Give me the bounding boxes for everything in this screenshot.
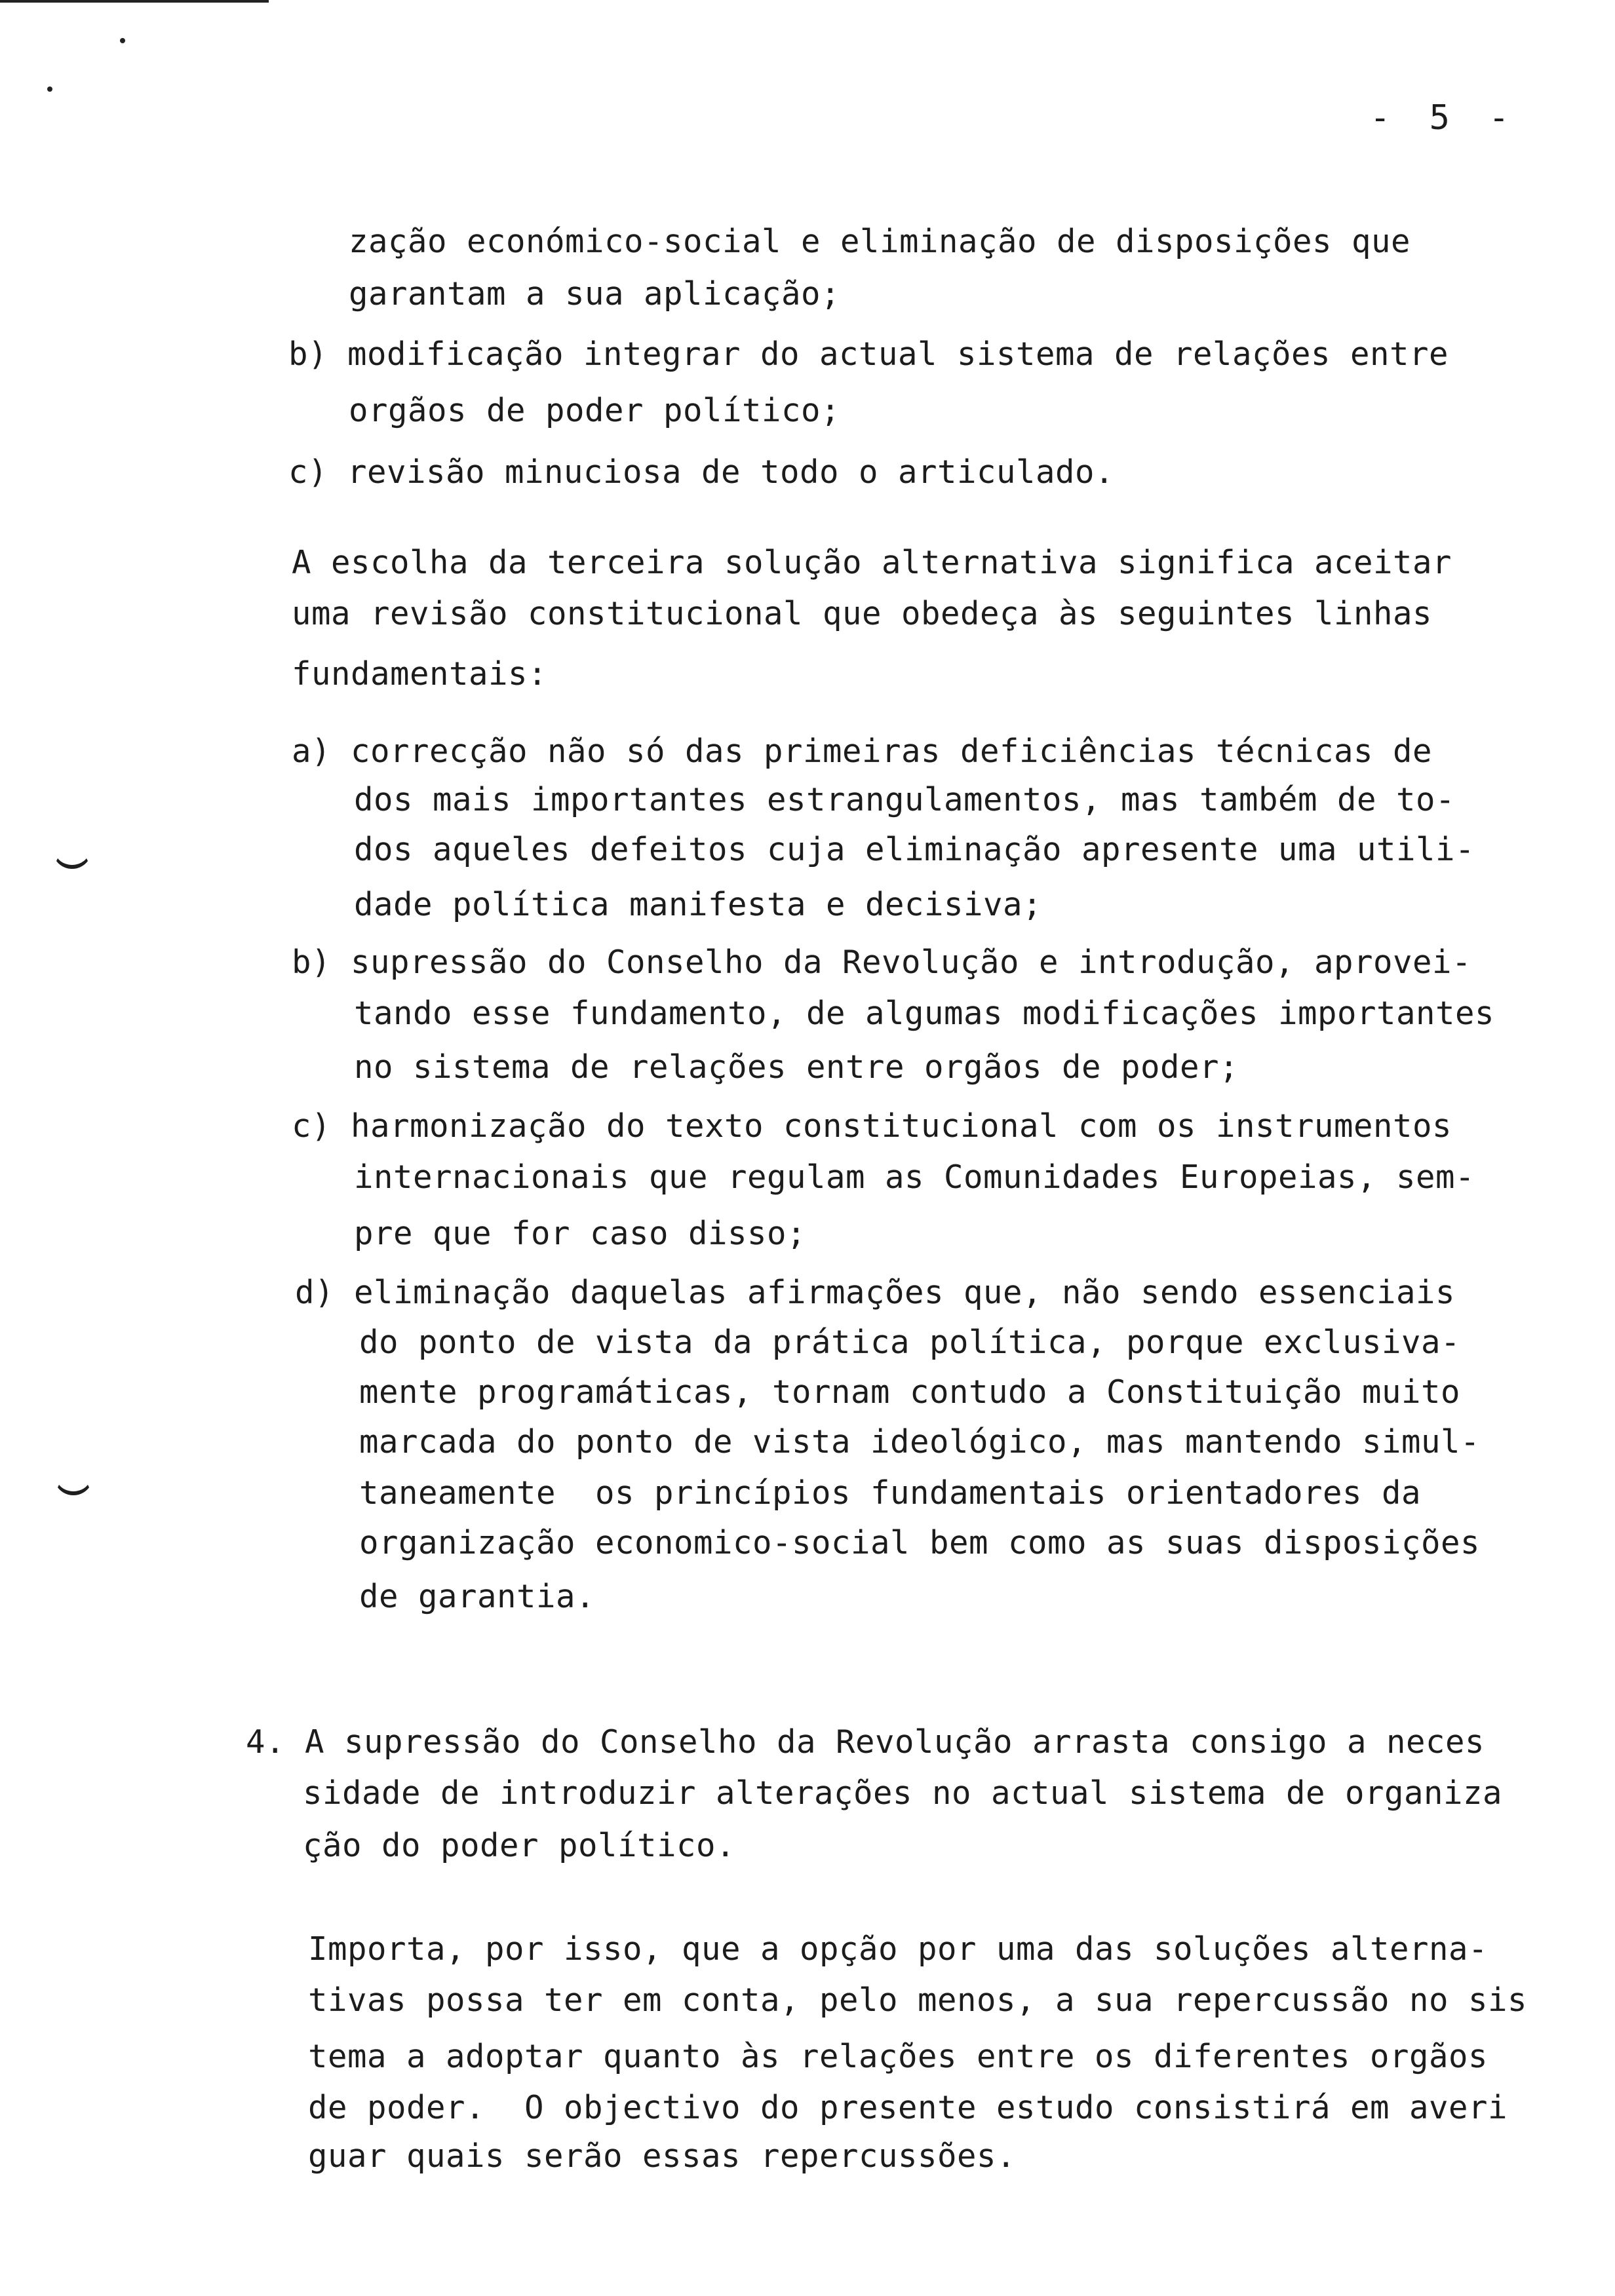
punch-hole-mark — [54, 1474, 93, 1495]
text-line: dade política manifesta e decisiva; — [354, 886, 1043, 923]
text-line: sidade de introduzir alterações no actual sistema de organiza — [303, 1774, 1503, 1812]
punch-hole-mark — [52, 848, 92, 869]
text-line: internacionais que regulam as Comunidades Europeias, sem- — [354, 1158, 1475, 1196]
paragraph-line: guar quais serão essas repercussões. — [308, 2137, 1017, 2175]
paragraph-line: Importa, por isso, que a opção por uma das soluções alterna- — [308, 1930, 1489, 1968]
paragraph-line: tivas possa ter em conta, pelo menos, a sua repercussão no sis — [308, 1981, 1528, 2019]
text-line: orgãos de poder político; — [349, 392, 841, 429]
text-line: organização economico-social bem como as suas disposições — [359, 1524, 1481, 1561]
list-item-c: c) revisão minuciosa de todo o articulado. — [288, 453, 1115, 491]
text-line: dos aqueles defeitos cuja eliminação apresente uma utili- — [354, 831, 1475, 868]
list-item-b: b) modificação integrar do actual sistema de relações entre — [288, 335, 1449, 373]
text-line: dos mais importantes estrangulamentos, mas também de to- — [354, 781, 1456, 818]
text-line: do ponto de vista da prática política, porque exclusiva- — [359, 1324, 1461, 1361]
list-item-c: c) harmonização do texto constitucional com os instrumentos — [292, 1107, 1452, 1145]
text-line: garantam a sua aplicação; — [349, 275, 841, 313]
paragraph-line: A escolha da terceira solução alternativa significa aceitar — [292, 544, 1452, 581]
paragraph-line: fundamentais: — [292, 655, 548, 693]
speck-mark — [47, 86, 52, 92]
list-item-d: d) eliminação daquelas afirmações que, não sendo essenciais — [295, 1274, 1456, 1311]
page-number: - 5 - — [1370, 98, 1519, 138]
paragraph-line: de poder. O objectivo do presente estudo consistirá em averi — [308, 2089, 1508, 2126]
text-line: zação económico-social e eliminação de disposições que — [349, 223, 1411, 260]
text-line: no sistema de relações entre orgãos de poder; — [354, 1048, 1239, 1086]
section-4-heading: 4. A supressão do Conselho da Revolução arrasta consigo a neces — [246, 1723, 1485, 1761]
paragraph-line: tema a adoptar quanto às relações entre os diferentes orgãos — [308, 2038, 1489, 2075]
top-edge-rule — [0, 0, 269, 3]
text-line: de garantia. — [359, 1578, 596, 1615]
text-line: pre que for caso disso; — [354, 1215, 807, 1252]
text-line: tando esse fundamento, de algumas modificações importantes — [354, 995, 1495, 1032]
text-line: mente programáticas, tornam contudo a Constituição muito — [359, 1373, 1461, 1411]
list-item-b: b) supressão do Conselho da Revolução e introdução, aprovei- — [292, 944, 1472, 981]
speck-mark — [120, 38, 125, 43]
text-line: marcada do ponto de vista ideológico, mas mantendo simul- — [359, 1423, 1481, 1461]
text-line: ção do poder político. — [303, 1827, 736, 1864]
list-item-a: a) correcção não só das primeiras deficiências técnicas de — [292, 733, 1433, 770]
paragraph-line: uma revisão constitucional que obedeça às seguintes linhas — [292, 595, 1433, 632]
text-line: taneamente os princípios fundamentais orientadores da — [359, 1474, 1422, 1512]
